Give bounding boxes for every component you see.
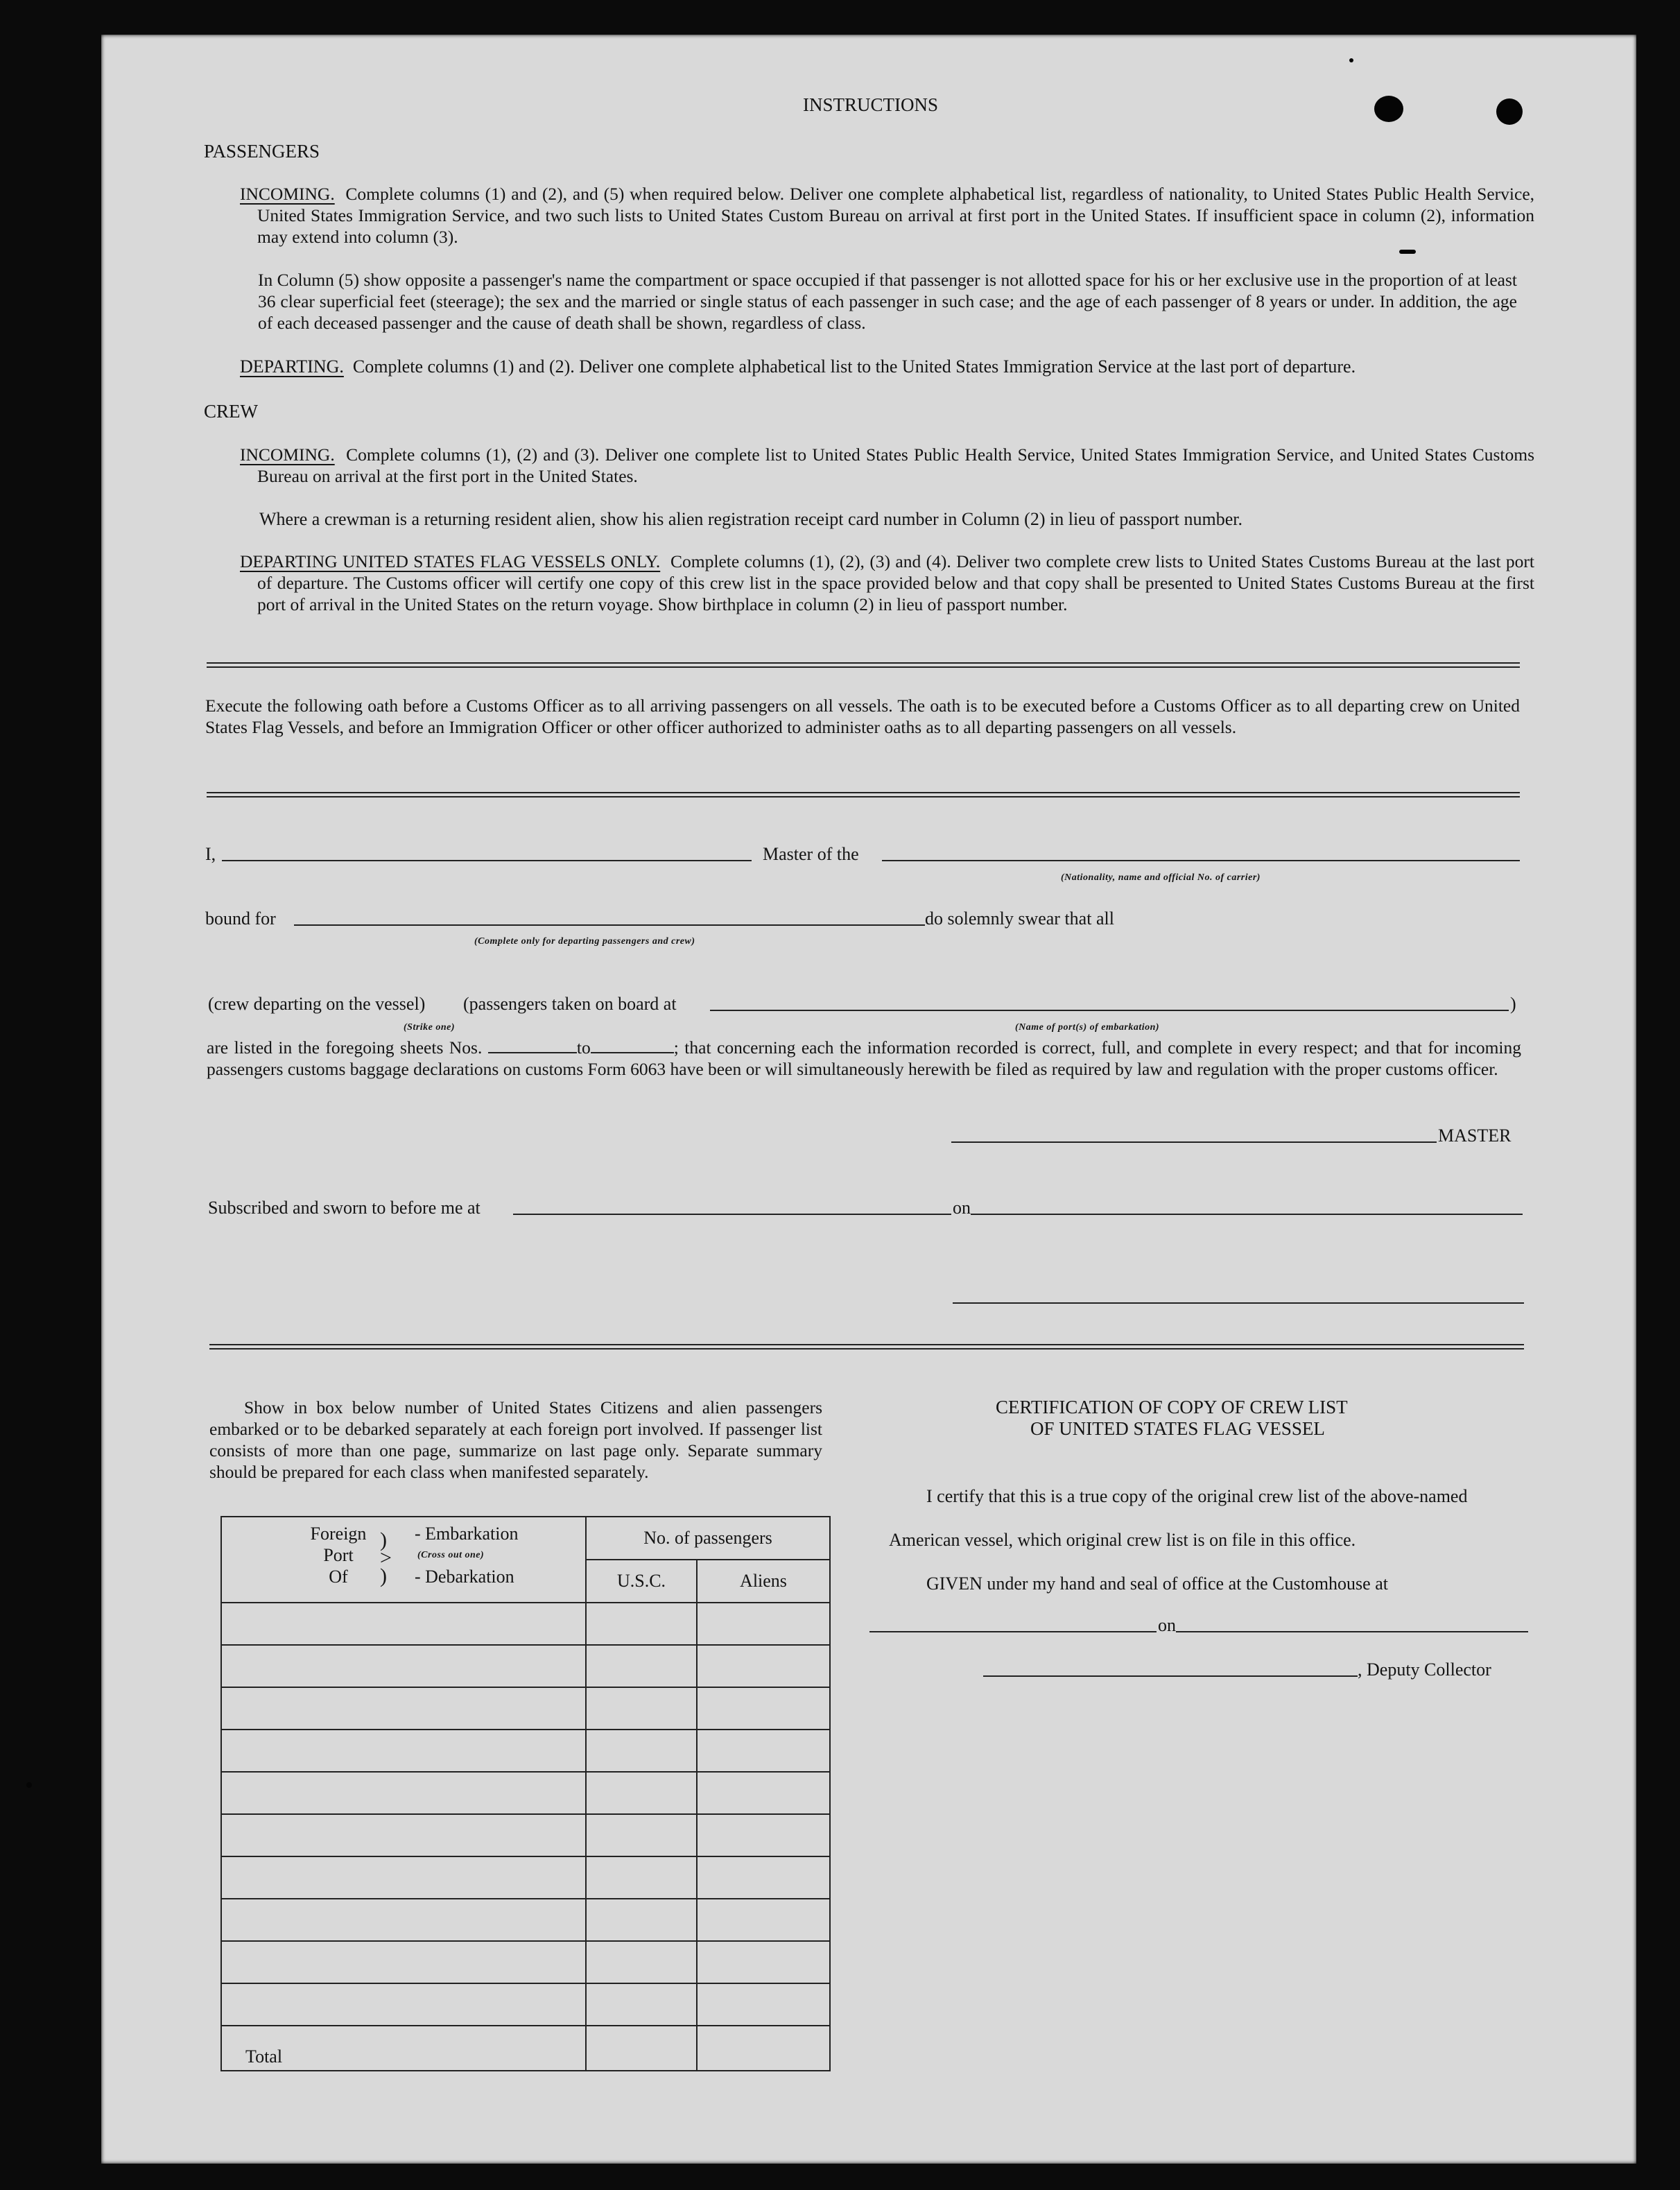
carrier-note: (Nationality, name and official No. of carrier) (1061, 872, 1261, 883)
table-row (221, 1645, 830, 1687)
sheets-from-field[interactable] (488, 1038, 577, 1053)
aliens-cell[interactable] (697, 1941, 830, 1983)
of-label: Of (329, 1567, 348, 1587)
aliens-header: Aliens (697, 1560, 830, 1603)
table-row (221, 1899, 830, 1941)
aliens-cell[interactable] (697, 1856, 830, 1899)
usc-cell[interactable] (586, 1772, 697, 1814)
ink-spot (1399, 250, 1416, 254)
sheets-statement (207, 1037, 1521, 1080)
summary-instructions: Show in box below number of United States Citizens and alien passengers embarked or to be debarked separately at each foreign port involved. If passenger list consists of more than one page, summarize on last page only. Separate summary should be prepared for each class when manifested separately. (209, 1397, 822, 1482)
embarkation-ports-field[interactable] (710, 1010, 1509, 1011)
certify-line2: American vessel, which original crew list is on file in this office. (889, 1530, 1356, 1550)
crew-heading: CREW (204, 401, 258, 422)
usc-cell[interactable] (586, 1814, 697, 1856)
crew-departing-text: Complete columns (1), (2), (3) and (4). Deliver two complete crew lists to United States Customs Bureau at the last port of departure. The Customs officer will certify one copy of this crew list in the space provided below and that copy shall be presented to United States Customs Bureau at the first port of arrival in the United States on the return voyage. Show birthplace in column (2) in lieu of passport number. (257, 551, 1534, 614)
certification-on-label: on (1158, 1615, 1176, 1635)
sworn-place-field[interactable] (513, 1214, 951, 1215)
sheets-to-label: to (576, 1037, 591, 1058)
crew-departing (240, 551, 1534, 615)
certification-title-line2: OF UNITED STATES FLAG VESSEL (1030, 1418, 1325, 1439)
section-divider (207, 662, 1520, 668)
aliens-cell[interactable] (697, 1899, 830, 1941)
table-row (221, 1856, 830, 1899)
page-title: INSTRUCTIONS (803, 94, 939, 115)
table-row (221, 1983, 830, 2026)
table-row (221, 1603, 830, 1645)
strike-note: (Strike one) (404, 1022, 456, 1033)
usc-cell[interactable] (586, 1603, 697, 1645)
passengers-column5: In Column (5) show opposite a passenger's name the compartment or space occupied if that passenger is not allotted space for his or her exclusive use in the proportion of at least 36 clear superficial feet (steerage); the sex and the married or single status of each passenger in such case; and the age of each passenger of 8 years or under. In addition, the age of each deceased passenger and the cause of death shall be shown, regardless of class. (258, 270, 1517, 333)
passenger-summary-table (220, 1516, 831, 2071)
swear-text: do solemnly swear that all (925, 908, 1114, 929)
deputy-collector-signature-field[interactable] (983, 1675, 1358, 1677)
aliens-cell[interactable] (697, 1772, 830, 1814)
ink-spot (1496, 98, 1523, 125)
port-cell[interactable] (221, 1899, 586, 1941)
passengers-heading: PASSENGERS (204, 141, 320, 162)
deputy-collector-label: , Deputy Collector (1358, 1659, 1491, 1680)
certify-line1: I certify that this is a true copy of the original crew list of the above-named (926, 1486, 1468, 1506)
port-label: Port (323, 1545, 354, 1565)
passengers-departing-label: DEPARTING. (240, 356, 344, 377)
aliens-cell[interactable] (697, 1730, 830, 1772)
usc-cell[interactable] (586, 1645, 697, 1687)
close-paren: ) (1510, 994, 1516, 1014)
port-cell[interactable] (221, 1730, 586, 1772)
total-row (221, 2026, 830, 2071)
table-row (221, 1941, 830, 1983)
passengers-departing-text: Complete columns (1) and (2). Deliver one complete alphabetical list to the United States Immigration Service at the last port of departure. (352, 356, 1356, 377)
master-signature-field[interactable] (951, 1141, 1437, 1143)
port-cell[interactable] (221, 1856, 586, 1899)
port-cell[interactable] (221, 1772, 586, 1814)
no-passengers-header: No. of passengers (586, 1517, 830, 1560)
crew-incoming-label: INCOMING. (240, 445, 335, 465)
usc-header: U.S.C. (586, 1560, 697, 1603)
ink-spot (1349, 58, 1353, 62)
bound-note: (Complete only for departing passengers and crew) (474, 936, 695, 947)
port-cell[interactable] (221, 1814, 586, 1856)
aliens-cell[interactable] (697, 1687, 830, 1730)
given-line: GIVEN under my hand and seal of office at the Customhouse at (926, 1573, 1388, 1594)
master-name-field[interactable] (222, 860, 752, 861)
ink-spot (26, 1782, 32, 1788)
passengers-incoming-label: INCOMING. (240, 184, 335, 204)
certification-date-field[interactable] (1176, 1631, 1528, 1632)
passengers-incoming-text: Complete columns (1) and (2), and (5) when required below. Deliver one complete alphabetical list, regardless of nationality, to United States Public Health Service, United States Immigration Service, and two such lists to United States Custom Bureau on arrival at first port in the United States. If insufficient space in column (2), information may extend into column (3). (257, 184, 1535, 247)
port-cell[interactable] (221, 1687, 586, 1730)
sworn-on-label: on (953, 1198, 971, 1218)
passengers-incoming (240, 183, 1534, 248)
customhouse-field[interactable] (869, 1631, 1157, 1632)
bound-for-field[interactable] (294, 924, 925, 926)
master-of-label: Master of the (763, 844, 859, 864)
port-cell[interactable] (221, 1941, 586, 1983)
table-row (221, 1772, 830, 1814)
usc-total-cell[interactable] (586, 2026, 697, 2071)
cross-out-note: (Cross out one) (417, 1550, 485, 1560)
sheets-to-field[interactable] (591, 1038, 674, 1053)
usc-cell[interactable] (586, 1899, 697, 1941)
foreign-port-header (221, 1517, 586, 1603)
oath-intro: Execute the following oath before a Customs Officer as to all arriving passengers on all vessels. The oath is to be executed before a Customs Officer as to all departing crew on United States Flag Vessels, and before an Immigration Officer or other officer authorized to administer oaths as to all departing passengers on all vessels. (205, 696, 1520, 737)
aliens-cell[interactable] (697, 1814, 830, 1856)
table-row (221, 1814, 830, 1856)
embarkation-option: - Embarkation (415, 1524, 519, 1544)
port-cell[interactable] (221, 1645, 586, 1687)
section-divider (209, 1344, 1524, 1350)
aliens-cell[interactable] (697, 1645, 830, 1687)
master-label: MASTER (1438, 1126, 1512, 1146)
port-cell[interactable] (221, 1603, 586, 1645)
total-label: Total (221, 2026, 586, 2071)
table-row (221, 1730, 830, 1772)
crew-incoming-text: Complete columns (1), (2) and (3). Deliver one complete list to United States Public Health Service, United States Immigration Service, and United States Customs Bureau on arrival at the first port in the United States. (257, 445, 1535, 486)
foreign-label: Foreign (310, 1524, 367, 1544)
table-row (221, 1687, 830, 1730)
crew-departing-label: DEPARTING UNITED STATES FLAG VESSELS ONLY. (240, 551, 661, 571)
crew-departing-option: (crew departing on the vessel) (208, 994, 426, 1014)
crew-resident-note: Where a crewman is a returning resident alien, show his alien registration receipt card number in Column (2) in lieu of passport number. (259, 509, 1243, 529)
aliens-cell[interactable] (697, 1603, 830, 1645)
ink-spot (1374, 96, 1403, 122)
brace-icon: ) > ) (380, 1528, 392, 1587)
subscribed-label: Subscribed and sworn to before me at (208, 1198, 480, 1218)
officer-signature-field[interactable] (953, 1302, 1524, 1304)
sheets-rest: ; that concerning each the information recorded is correct, full, and complete in every respect; and that for incoming passengers customs baggage declarations on customs Form 6063 have been or will simultaneously herewith be filed as required by law and regulation with the proper customs officer. (207, 1037, 1522, 1079)
sheets-prefix: are listed in the foregoing sheets Nos. (207, 1037, 483, 1058)
aliens-cell[interactable] (697, 1983, 830, 2026)
crew-incoming (240, 444, 1534, 487)
ports-note: (Name of port(s) of embarkation) (1015, 1022, 1160, 1033)
usc-cell[interactable] (586, 1856, 697, 1899)
passengers-taken-option: (passengers taken on board at (463, 994, 677, 1014)
bound-for-label: bound for (205, 908, 276, 929)
carrier-field[interactable] (882, 860, 1520, 861)
usc-cell[interactable] (586, 1941, 697, 1983)
passengers-departing (240, 356, 1356, 377)
certification-title-line1: CERTIFICATION OF COPY OF CREW LIST (996, 1397, 1348, 1417)
usc-cell[interactable] (586, 1730, 697, 1772)
debarkation-option: - Debarkation (415, 1567, 514, 1587)
section-divider (207, 792, 1520, 797)
aliens-total-cell[interactable] (697, 2026, 830, 2071)
sworn-date-field[interactable] (971, 1214, 1523, 1215)
oath-i-label: I, (205, 844, 216, 864)
usc-cell[interactable] (586, 1687, 697, 1730)
port-cell[interactable] (221, 1983, 586, 2026)
usc-cell[interactable] (586, 1983, 697, 2026)
